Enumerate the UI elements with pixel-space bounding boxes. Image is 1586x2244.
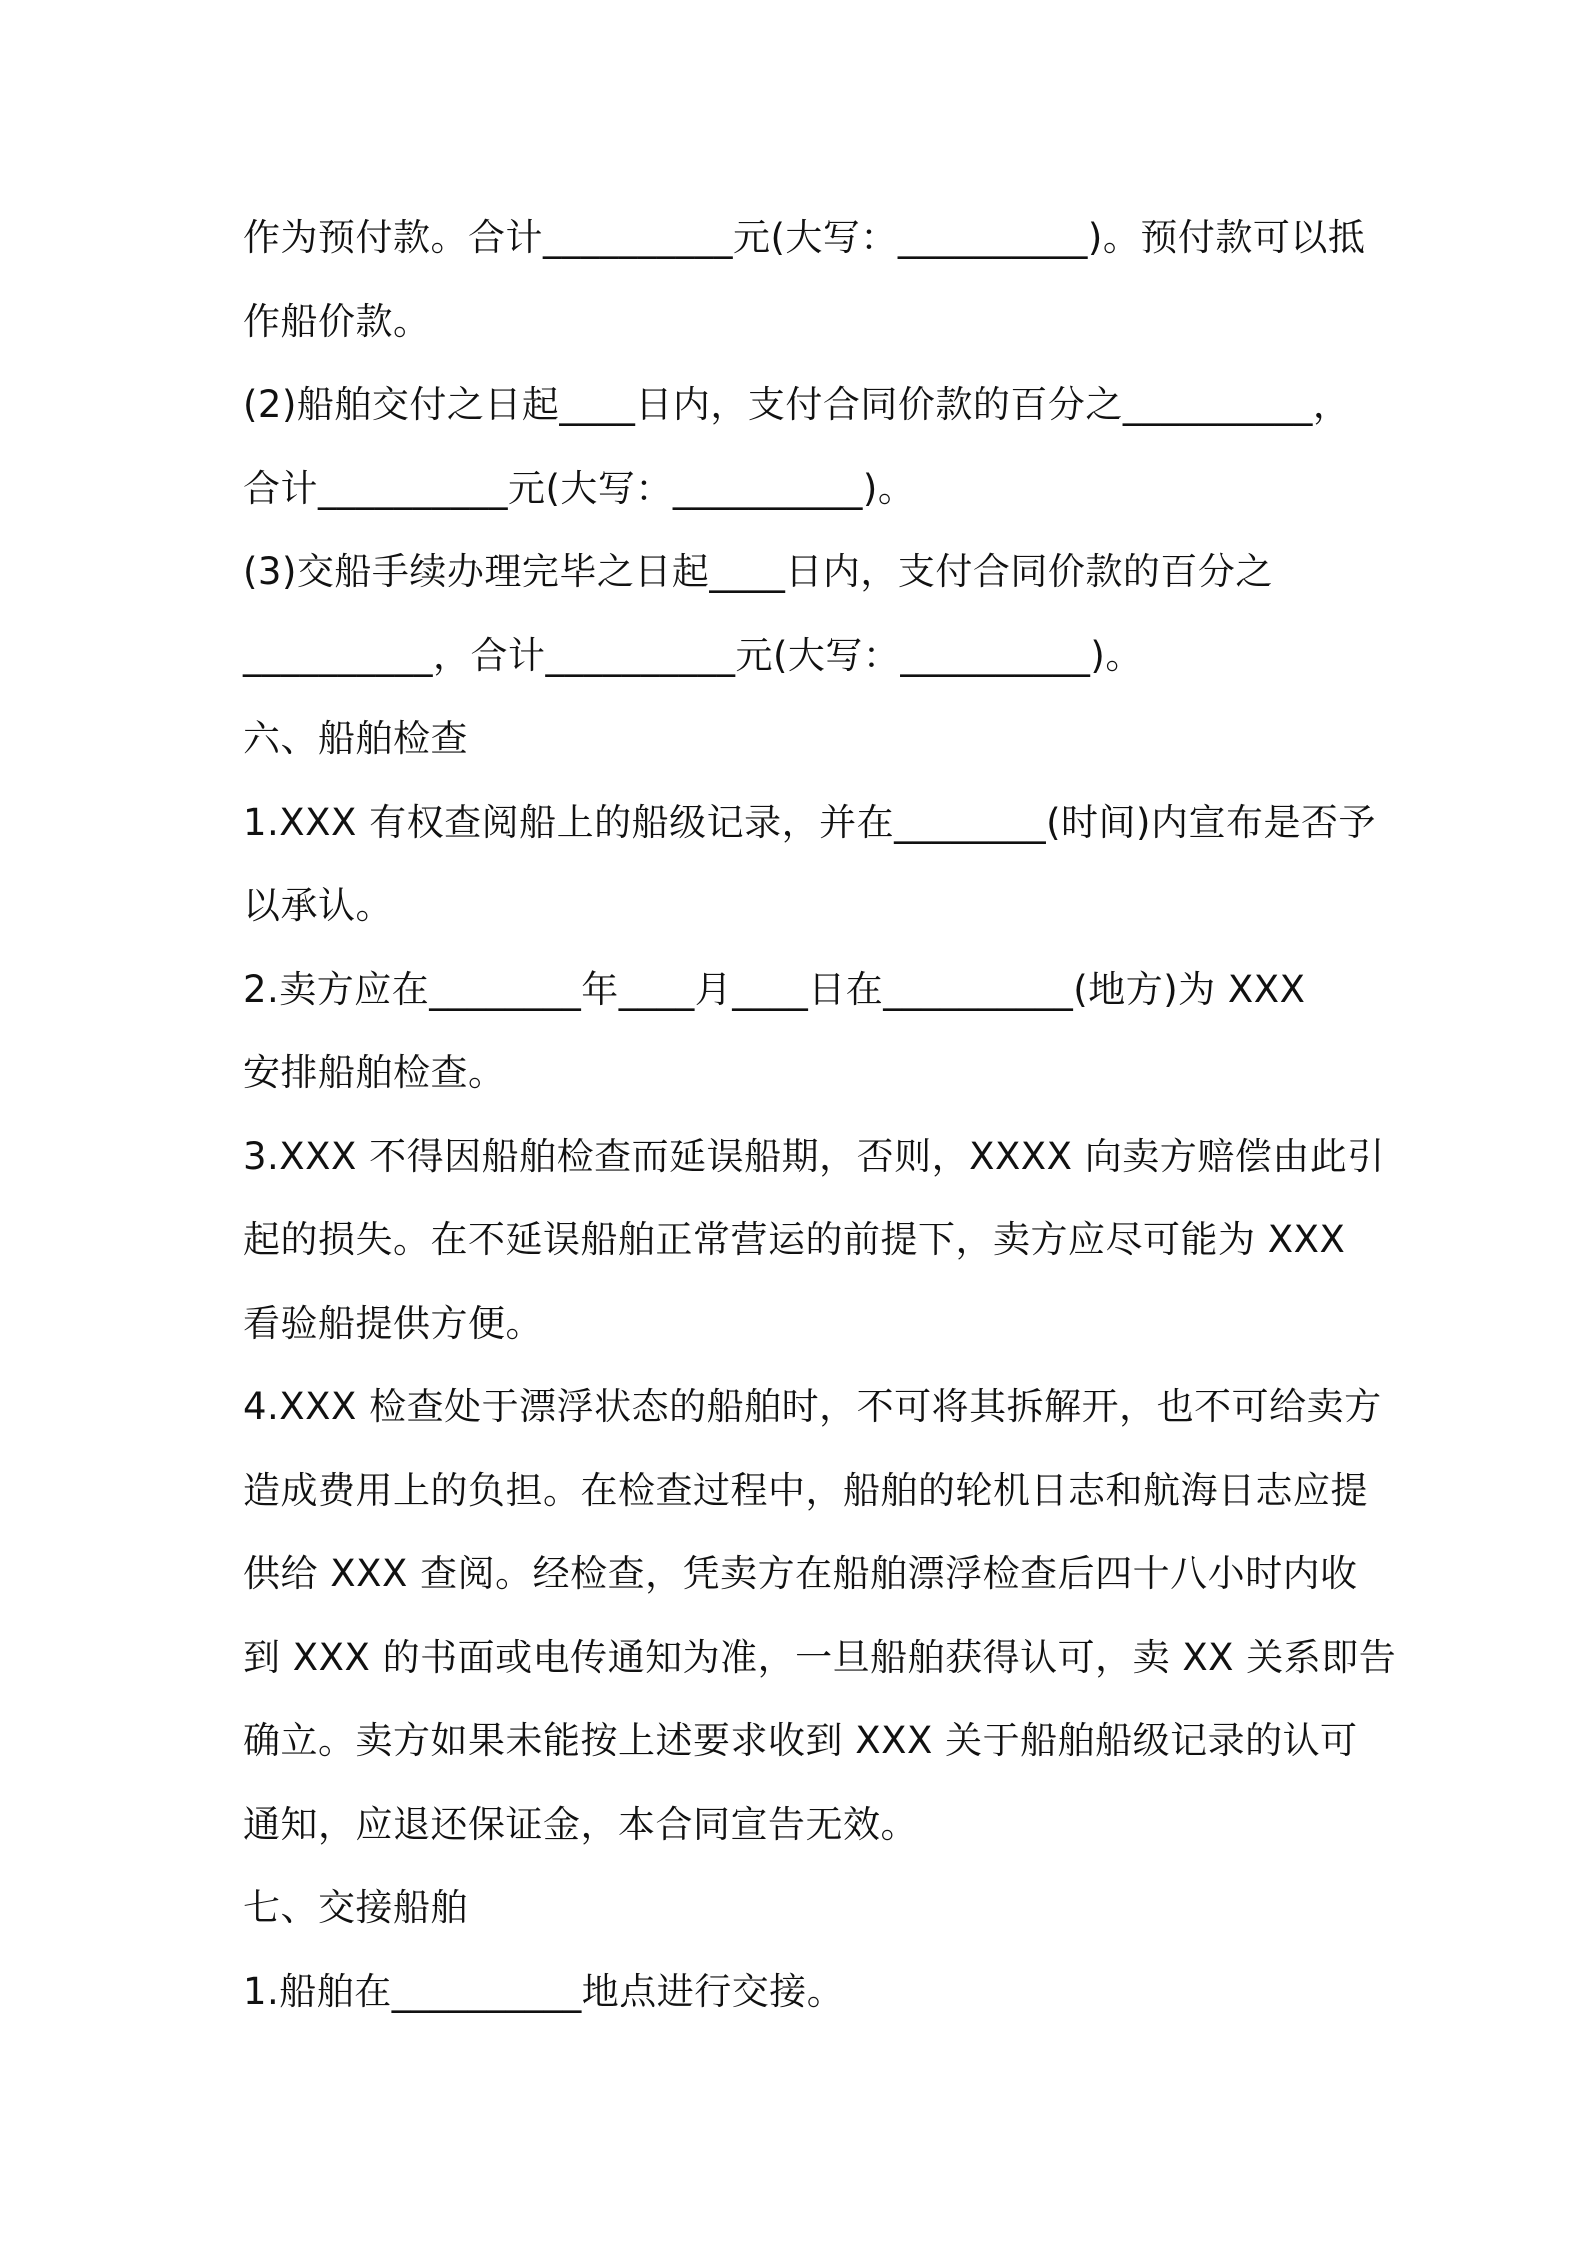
section-heading: 六、船舶检查 [243, 717, 468, 760]
section-heading: 七、交接船舶 [243, 1886, 468, 1929]
text-line: 作为预付款。合计__________元(大写：__________)。预付款可以抵 [243, 216, 1366, 259]
text-line: 看验船提供方便。 [243, 1301, 543, 1345]
text-line: 以承认。 [243, 884, 393, 927]
text-line: 4.XXX 检查处于漂浮状态的船舶时，不可将其拆解开，也不可给卖方 [243, 1385, 1382, 1428]
text-line: 起的损失。在不延误船舶正常营运的前提下，卖方应尽可能为 XXX [243, 1218, 1346, 1261]
text-line: 造成费用上的负担。在检查过程中，船舶的轮机日志和航海日志应提 [243, 1468, 1368, 1512]
text-line: __________，合计__________元(大写：__________)。 [243, 633, 1143, 677]
text-line: 合计__________元(大写：__________)。 [243, 466, 916, 510]
text-line: 1.XXX 有权查阅船上的船级记录，并在________(时间)内宣布是否予 [243, 800, 1376, 844]
text-line: 确立。卖方如果未能按上述要求收到 XXX 关于船舶船级记录的认可 [243, 1719, 1358, 1762]
text-line: 3.XXX 不得因船舶检查而延误船期，否则，XXXX 向卖方赔偿由此引 [243, 1134, 1385, 1178]
text-line: (2)船舶交付之日起____日内，支付合同价款的百分之__________， [243, 383, 1351, 426]
text-line: 到 XXX 的书面或电传通知为准，一旦船舶获得认可，卖 XX 关系即告 [243, 1635, 1397, 1679]
text-line: 作船价款。 [243, 299, 431, 343]
text-line: 2.卖方应在________年____月____日在__________(地方)为 XXX [243, 967, 1306, 1011]
text-line: (3)交船手续办理完毕之日起____日内，支付合同价款的百分之 [243, 550, 1273, 593]
text-line: 供给 XXX 查阅。经检查，凭卖方在船舶漂浮检查后四十八小时内收 [243, 1552, 1358, 1595]
text-line: 通知，应退还保证金，本合同宣告无效。 [243, 1802, 918, 1846]
document-body [243, 196, 1397, 2033]
text-line: 1.船舶在__________地点进行交接。 [243, 1969, 845, 2013]
text-line: 安排船舶检查。 [243, 1051, 506, 1094]
